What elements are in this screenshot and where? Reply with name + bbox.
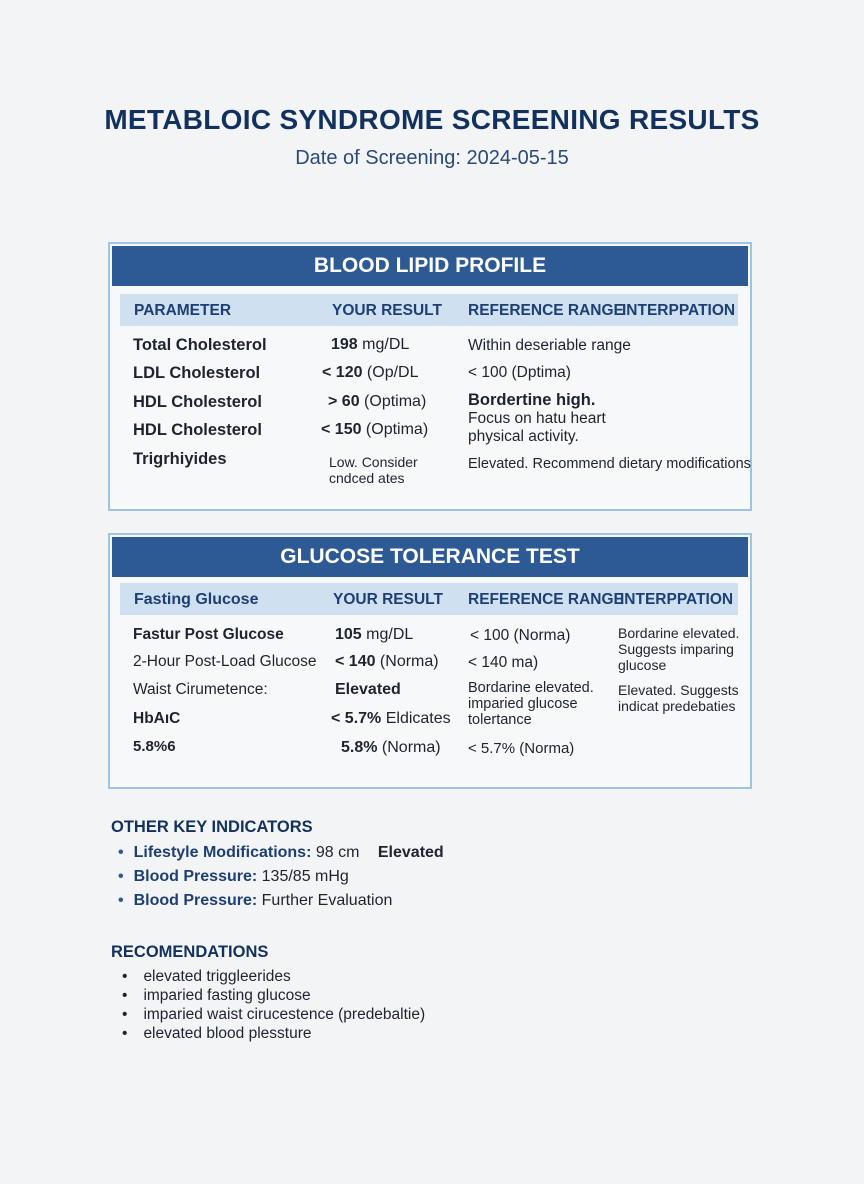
- lipid-param-4: HDL Cholesterol: [133, 421, 262, 439]
- col-parameter: PARAMETER: [134, 302, 232, 319]
- screening-date: Date of Screening: 2024-05-15: [295, 147, 569, 169]
- glucose-result-1: 105 mg/DL: [335, 626, 414, 643]
- glucose-test-card: [108, 533, 752, 789]
- col-reference: REFERENCE RANGE: [468, 302, 624, 319]
- glucose-test-heading: GLUCOSE TOLERANCE TEST: [112, 537, 748, 577]
- glucose-param-1: Fastur Post Glucose: [133, 626, 284, 643]
- page-title: METABLOIC SYNDROME SCREENING RESULTS: [104, 104, 760, 135]
- lipid-result-2: < 120 (Op/DL: [322, 364, 419, 381]
- lipid-param-1: Total Cholesterol: [133, 336, 267, 354]
- glucose-ref-1: < 100 (Norma): [470, 627, 571, 644]
- lipid-result-4: < 150 (Optima): [321, 421, 429, 438]
- lipid-ref-5: Elevated. Recommend dietary modifications: [468, 456, 751, 472]
- recommendation-item: • imparied waist cirucestence (predebaltie): [122, 1006, 426, 1023]
- lipid-result-3: > 60 (Optima): [328, 393, 427, 410]
- lipid-column-header: [120, 294, 738, 326]
- glucose-ref-5: < 5.7% (Norma): [468, 740, 575, 757]
- lipid-profile-card: [108, 242, 752, 511]
- col-result: YOUR RESULT: [332, 302, 442, 319]
- lipid-result-5: Low. Consider cndced ates: [329, 454, 418, 486]
- glucose-result-5: 5.8% (Norma): [341, 739, 441, 756]
- glucose-interp-1: Bordarine elevated. Suggests imparing glucose: [618, 625, 740, 673]
- glucose-ref-3: Bordarine elevated. imparied glucose tolertance: [468, 680, 594, 728]
- indicator-item: • Blood Pressure: 135/85 mHg: [118, 868, 349, 885]
- lipid-ref-3: Focus on hatu heart physical activity.: [468, 410, 606, 445]
- glucose-param-3: Waist Cirumetence:: [133, 681, 268, 698]
- col-reference: REFERENCE RANGE: [468, 591, 624, 608]
- col-interpretation: INTERPPATION: [622, 302, 736, 319]
- indicator-item: • Lifestyle Modifications: 98 cm Elevated: [118, 844, 444, 861]
- recommendation-item: • imparied fasting glucose: [122, 987, 311, 1004]
- glucose-param-2: 2-Hour Post-Load Glucose: [133, 653, 317, 670]
- col-interpretation: INTERPPATION: [620, 591, 734, 608]
- glucose-result-4: < 5.7% Eldicates: [331, 710, 451, 727]
- lipid-ref-3-title: Bordertine high.: [468, 391, 596, 409]
- recommendations-heading: RECOMENDATIONS: [111, 943, 269, 961]
- lipid-profile-heading: BLOOD LIPID PROFILE: [112, 246, 748, 286]
- indicator-item: • Blood Pressure: Further Evaluation: [118, 892, 393, 909]
- indicators-heading: OTHER KEY INDICATORS: [111, 818, 313, 836]
- col-result: YOUR RESULT: [333, 591, 443, 608]
- glucose-param-5: 5.8%6: [133, 738, 176, 755]
- lipid-result-1: 198 mg/DL: [331, 336, 410, 353]
- col-fasting-glucose: Fasting Glucose: [134, 591, 259, 608]
- glucose-interp-3: Elevated. Suggests indicat predebaties: [618, 682, 739, 714]
- glucose-column-header: [120, 583, 738, 615]
- glucose-ref-2: < 140 ma): [468, 654, 539, 671]
- lipid-ref-1: Within deseriable range: [468, 337, 631, 354]
- lipid-ref-2: < 100 (Dptima): [468, 364, 571, 381]
- recommendation-item: • elevated blood plessture: [122, 1025, 312, 1042]
- glucose-param-4: HbAıC: [133, 710, 181, 727]
- lipid-param-2: LDL Cholesterol: [133, 364, 261, 382]
- glucose-result-2: < 140 (Norma): [335, 653, 439, 670]
- lipid-param-3: HDL Cholesterol: [133, 393, 262, 411]
- recommendation-item: • elevated triggleerides: [122, 968, 291, 985]
- glucose-result-3: Elevated: [335, 681, 401, 698]
- lipid-param-5: Trigrhiyides: [133, 450, 227, 468]
